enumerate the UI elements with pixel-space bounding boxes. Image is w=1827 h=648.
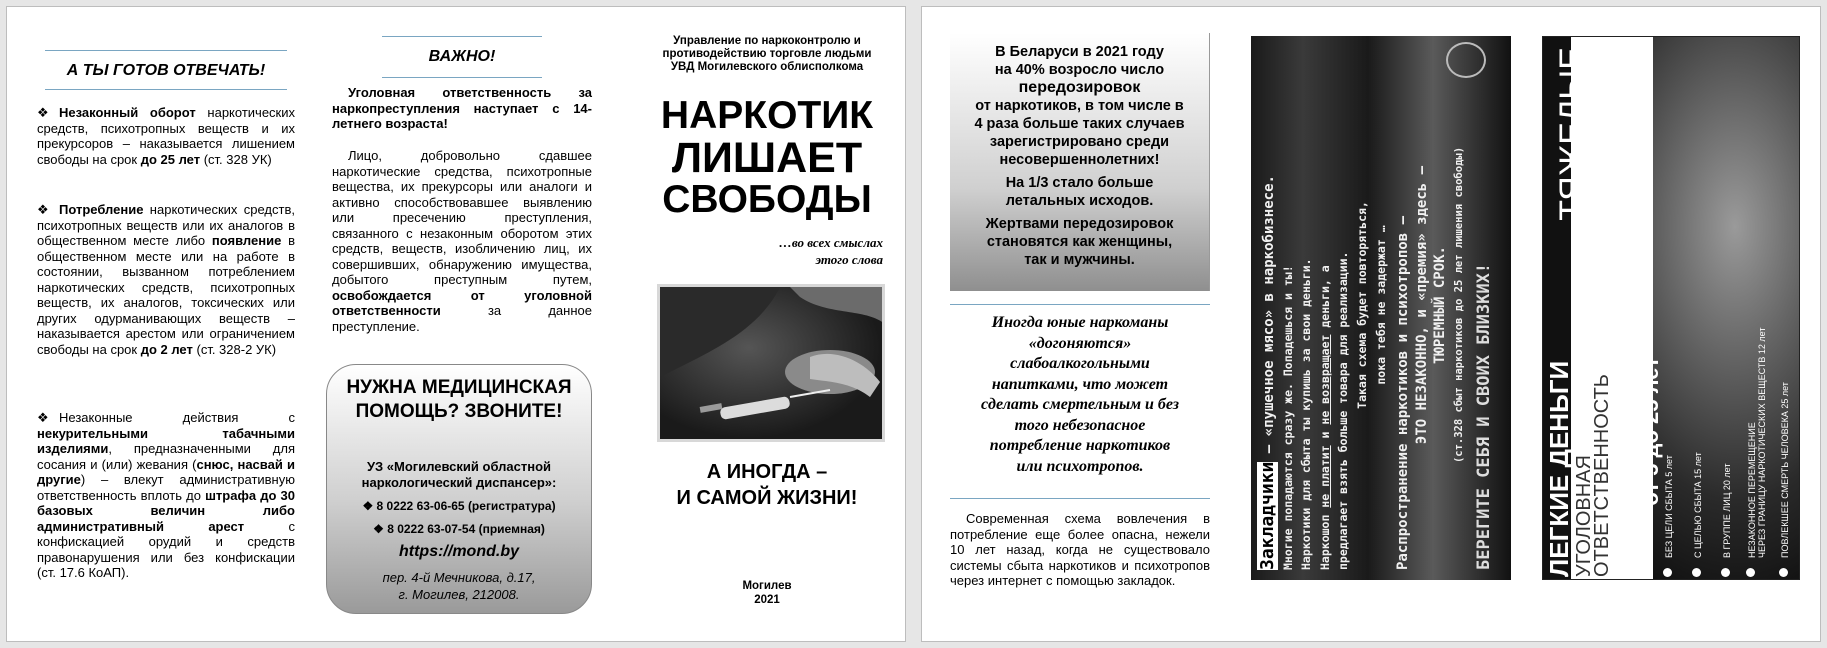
- cover-headline: НАРКОТИК ЛИШАЕТ СВОБОДЫ: [660, 94, 874, 221]
- cover-tagline: А ИНОГДА – И САМОЙ ЖИЗНИ!: [676, 461, 858, 509]
- bullet-icon: ❖: [37, 105, 49, 120]
- website-link[interactable]: https://mond.by: [399, 543, 519, 560]
- age-notice: Уголовная ответственность за наркопреступления наступает с 14-летнего возраста!: [332, 85, 592, 131]
- rule: [950, 498, 1210, 499]
- sentence-range: от 5 до 25 лет: [1638, 357, 1663, 506]
- department-name: Управление по наркоконтролю и противодействию торговле людьми УВД Могилевского облисполкома: [662, 35, 872, 73]
- clinic-name: УЗ «Могилевский областной наркологический диспансер»:: [361, 459, 557, 490]
- page-left: [6, 6, 906, 642]
- dot-icon: [1721, 568, 1730, 577]
- panel-important: [332, 7, 592, 641]
- panel-liability: [37, 7, 295, 641]
- list-item: НЕЗАКОННОЕ ПЕРЕМЕЩЕНИЕ ЧЕРЕЗ ГРАНИЦУ НАРКОТИЧЕСКИХ ВЕЩЕСТВ 12 лет: [1742, 217, 1771, 577]
- bullet-icon: ❖: [37, 410, 49, 425]
- list-item: ПОВЛЕКШЕЕ СМЕРТЬ ЧЕЛОВЕКА 25 лет: [1771, 217, 1800, 577]
- legal-heading: ЛЕГКИЕ ДЕНЬГИ: [1544, 360, 1574, 577]
- place-year: Могилев 2021: [742, 580, 792, 606]
- rule: [45, 50, 287, 51]
- panel-cover: [647, 7, 887, 641]
- paragraph-trafficking: ❖ Незаконный оборот наркотических средств, психотропных веществ и их прекурсоров – наказывается лишением свободы на срок до 25 лет (ст. 328 УК): [37, 105, 295, 167]
- couriers-text: Закладчики – «пушечное мясо» в наркобизнесе. Многие попадаются сразу же. Попадешься и ты! Наркотики для сбыта ты купишь за свои деньги. Наркошоп не платит и не возвращает деньги, а предлагает взять больше товара для реализации. Такая схема будет повторяться, пока тебя не задержат … Распространение наркотиков и психотропов – ЭТО НЕЗАКОННО, и «премия» здесь – ТЮРЕМНЫЙ СРОК. (ст.328 сбыт наркотиков до 25 лет лишения свободы) БЕРЕГИТЕ СЕБЯ И СВОИХ БЛИЗКИХ!: [1257, 146, 1494, 570]
- list-item: В ГРУППЕ ЛИЦ 20 лет: [1713, 217, 1742, 577]
- overdose-photo: [657, 284, 885, 442]
- phone-reception[interactable]: ❖ 8 0222 63-07-54 (приемная): [373, 522, 545, 536]
- address-line-2: г. Могилев, 212008.: [398, 587, 520, 602]
- address-line-1: пер. 4-й Мечникова, д.17,: [382, 570, 536, 585]
- list-item: БЕЗ ЦЕЛИ СБЫТА 5 лет: [1655, 217, 1684, 577]
- panel-statistics: [950, 7, 1210, 641]
- sentence-list: [1655, 217, 1800, 577]
- rule: [382, 36, 542, 37]
- dot-icon: [1663, 568, 1672, 577]
- dot-icon: [1746, 568, 1755, 577]
- italic-warning: Иногда юные наркоманы «догоняются» слабоалкогольными напитками, что может сделать смертельным и без того небезопасное потребление наркотиков или психотропов.: [980, 314, 1180, 475]
- rule: [950, 304, 1210, 305]
- panel-title: ВАЖНО!: [428, 48, 496, 65]
- panel-title: А ТЫ ГОТОВ ОТВЕЧАТЬ!: [66, 62, 266, 79]
- consequences-title: ТЯЖЕЛЫЕ ПОСЛЕДСТВИЯ: [1553, 47, 1621, 306]
- bullet-icon: ❖: [373, 522, 388, 536]
- closing-text[interactable]: Современная схема вовлечения в потребление еще более опасна, нежели 10 лет назад, когда не существовало системы сбыта наркотиков и психотропов через интернет с помощью закладок.: [950, 511, 1210, 588]
- help-box: [326, 364, 592, 614]
- statistics-box: В Беларуси в 2021 году на 40% возросло число передозировок от наркотиков, в том числе в 4 раза больше таких случаев зарегистрировано среди несовершеннолетних! На 1/3 стало больше летальных исходов. Жертвами передозировок становятся как женщины, так и мужчины.: [950, 33, 1210, 291]
- list-item: С ЦЕЛЬЮ СБЫТА 15 лет: [1684, 217, 1713, 577]
- panel-couriers: [1251, 36, 1511, 580]
- syringe-illustration: [660, 287, 885, 442]
- dot-icon: [1692, 568, 1701, 577]
- paragraph-consumption: ❖ Потребление наркотических средств, психотропных веществ или их аналогов в общественном месте либо появление в общественном месте или на работе в состоянии, вызванном потреблением наркотических средств, психотропных веществ, их аналогов, токсических или других одурманивающих веществ – наказывается арестом или ограничением свободы на срок до 2 лет (ст. 328-2 УК): [37, 202, 295, 357]
- paragraph-tobacco: ❖ Незаконные действия с некурительными табачными изделиями, предназначенными для сосания и (или) жевания (снюс, насвай и другие) – влекут административную ответственность вплоть до штрафа до 30 базовых величин либо административный арест с конфискацией орудий и средств правонарушения или без конфискации (ст. 17.6 КоАП).: [37, 410, 295, 580]
- help-title: НУЖНА МЕДИЦИНСКАЯ ПОМОЩЬ? ЗВОНИТЕ!: [346, 377, 572, 422]
- bullet-icon: ❖: [37, 202, 49, 217]
- bullet-icon: ❖: [362, 499, 377, 513]
- cover-subtitle: …во всех смыслах этого слова: [778, 235, 883, 267]
- exemption-text: Лицо, добровольно сдавшее наркотические средства, психотропные вещества, их прекурсоры или аналоги и активно способствовавшее выявлению или пресечению преступления, связанного с незаконным оборотом этих средств, веществ, изобличению лиц, их совершивших, обнаружению имущества, добытого преступным путем, освобождается от уголовной ответственности за данное преступление.: [332, 148, 592, 334]
- rule: [382, 77, 542, 78]
- rule: [45, 89, 287, 90]
- page-right: [921, 6, 1821, 642]
- panel-consequences: [1542, 36, 1800, 580]
- dot-icon: [1779, 568, 1788, 577]
- liability-heading: УГОЛОВНАЯ ОТВЕТСТВЕННОСТЬ: [1573, 374, 1613, 577]
- phone-registry[interactable]: ❖ 8 0222 63-06-65 (регистратура): [362, 499, 556, 513]
